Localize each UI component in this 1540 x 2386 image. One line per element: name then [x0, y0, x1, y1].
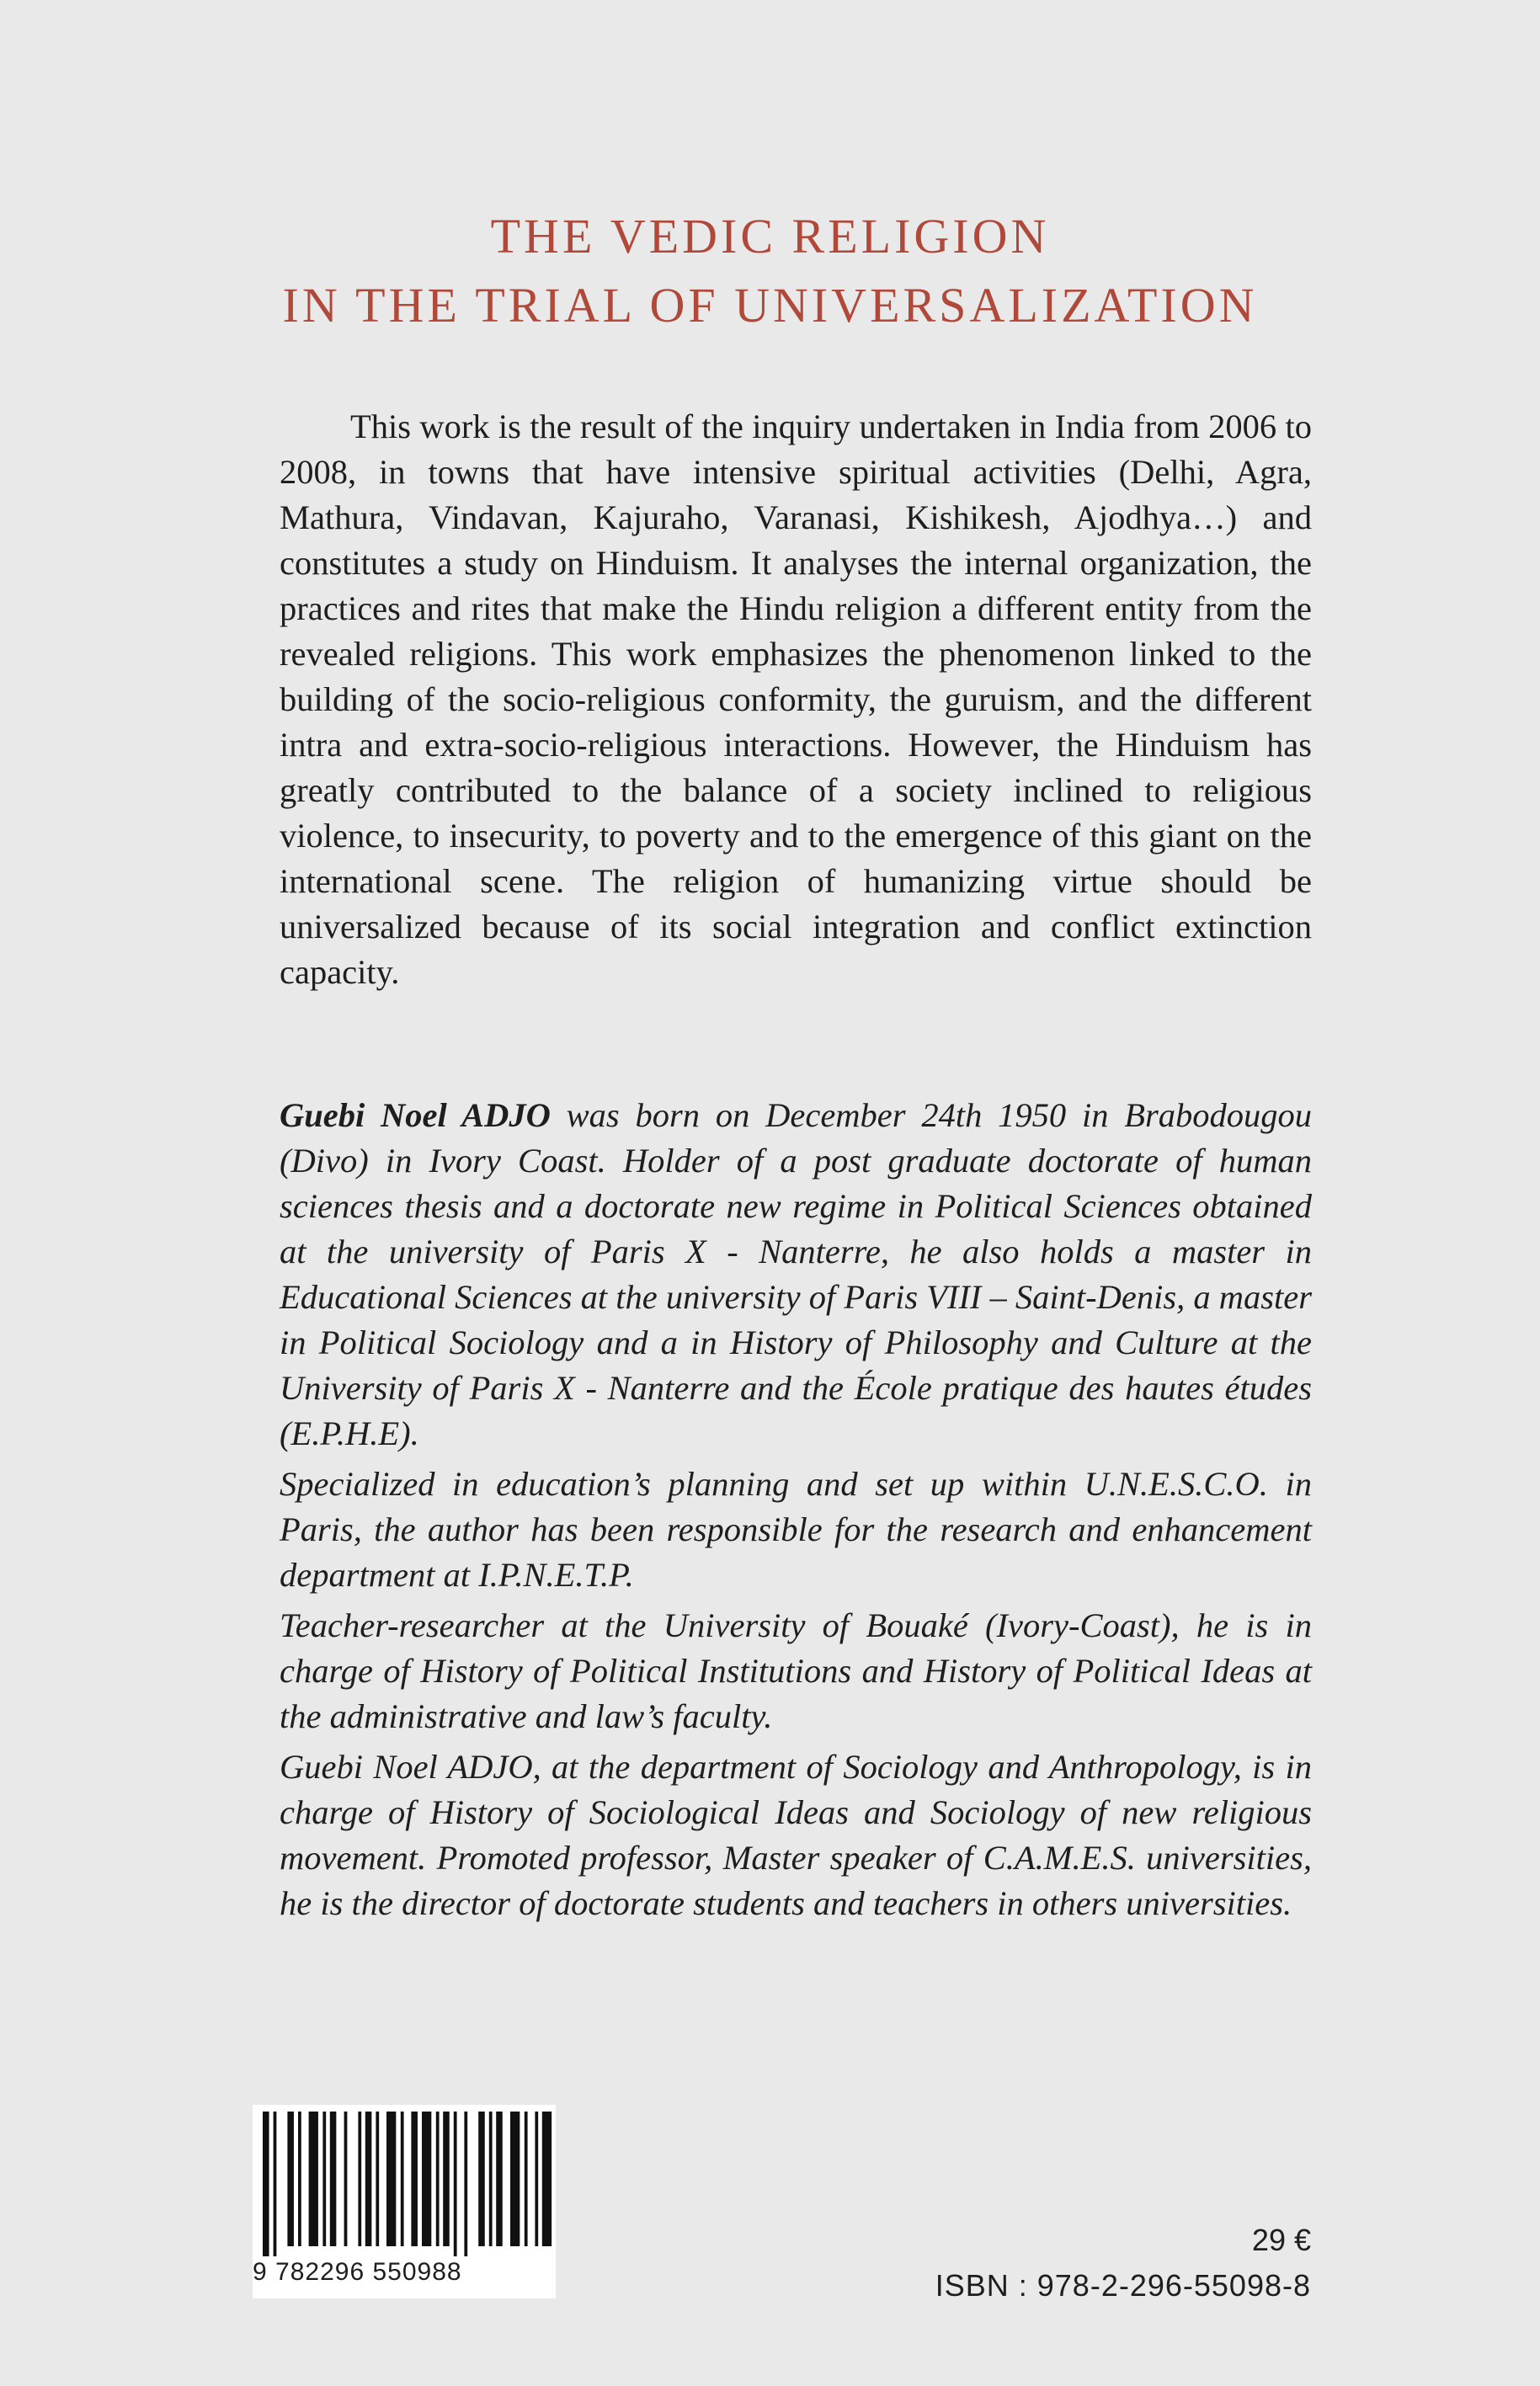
barcode-bar	[401, 2112, 404, 2246]
barcode-bar	[298, 2112, 301, 2246]
bio-paragraph-3: Teacher-researcher at the University of Bouaké (Ivory-Coast), he is in charge of History of Political Institutions and History of Political Ideas at the administrative and law’s faculty.	[280, 1606, 1312, 1735]
author-name: Guebi Noel ADJO	[280, 1096, 551, 1134]
barcode-bar	[496, 2112, 503, 2246]
book-title-line-2: IN THE TRIAL OF UNIVERSALIZATION	[282, 278, 1258, 333]
barcode-bar	[454, 2112, 457, 2256]
barcode-bar	[525, 2112, 528, 2246]
barcode-bars	[253, 2105, 556, 2256]
barcode-bar	[464, 2112, 467, 2256]
barcode-bar	[330, 2112, 337, 2246]
barcode-bar	[365, 2112, 372, 2246]
barcode-bar	[376, 2112, 379, 2246]
barcode-bar	[386, 2112, 396, 2246]
barcode-bar	[542, 2112, 552, 2246]
barcode-digits	[253, 2258, 808, 2287]
barcode-number: 9 782296 550988	[253, 2258, 462, 2286]
barcode-bar	[274, 2112, 277, 2256]
barcode-bar	[535, 2112, 538, 2246]
barcode-bar	[309, 2112, 318, 2246]
bio-paragraph-1-text: was born on December 24th 1950 in Brabodougou (Divo) in Ivory Coast. Holder of a post graduate doctorate of human sciences thesis and a doctorate new regime in Political Sciences obtained at the university of Paris X - Nanterre, he also holds a master in Educational Sciences at the university of Paris VIII – Saint-Denis, a master in Political Sociology and a in History of Philosophy and Culture at the University of Paris X - Nanterre and the École pratique des hautes études (E.P.H.E).	[280, 1096, 1313, 1452]
barcode-bar	[422, 2112, 431, 2246]
barcode-bar	[443, 2112, 450, 2246]
isbn: ISBN : 978-2-296-55098-8	[935, 2268, 1311, 2303]
bio-paragraph-2: Specialized in education’s planning and set up within U.N.E.S.C.O. in Paris, the author has been responsible for the research and enhancement department at I.P.N.E.T.P.	[280, 1465, 1312, 1594]
barcode-bar	[287, 2112, 294, 2246]
barcode-bar	[436, 2112, 440, 2246]
book-summary: This work is the result of the inquiry undertaken in India from 2006 to 2008, in towns that have intensive spiritual activities (Delhi, Agra, Mathura, Vindavan, Kajuraho, Varanasi, Kishikesh, Ajodhya…) and constitutes a study on Hinduism. It analyses the internal organization, the practices and rites that make the Hindu religion a different entity from the revealed religions. This work emphasizes the phenomenon linked to the building of the socio-religious conformity, the guruism, and the different intra and extra-socio-religious interactions. However, the Hinduism has greatly contributed to the balance of a society inclined to religious violence, to insecurity, to poverty and to the emergence of this giant on the international scene. The religion of humanizing virtue should be universalized because of its social integration and conflict extinction capacity.	[280, 407, 1312, 991]
barcode-bar	[358, 2112, 361, 2246]
barcode-bar	[489, 2112, 493, 2246]
barcode-bar	[510, 2112, 520, 2246]
barcode-bar	[478, 2112, 485, 2246]
bio-paragraph-4: Guebi Noel ADJO, at the department of Sociology and Anthropology, is in charge of History of Sociological Ideas and Sociology of new religious movement. Promoted professor, Master speaker of C.A.M.E.S. universities, he is the director of doctorate students and teachers in others universities.	[280, 1748, 1312, 1922]
bio-paragraph-1	[280, 1093, 1312, 1457]
book-title-line-1: THE VEDIC RELIGION	[490, 209, 1050, 264]
barcode-bar	[411, 2112, 418, 2246]
author-biography	[280, 1093, 1312, 1931]
barcode-bar	[263, 2112, 269, 2256]
book-title	[0, 202, 1540, 340]
barcode-bar	[344, 2112, 348, 2246]
barcode-bar	[322, 2112, 326, 2246]
price: 29 €	[1251, 2223, 1311, 2257]
